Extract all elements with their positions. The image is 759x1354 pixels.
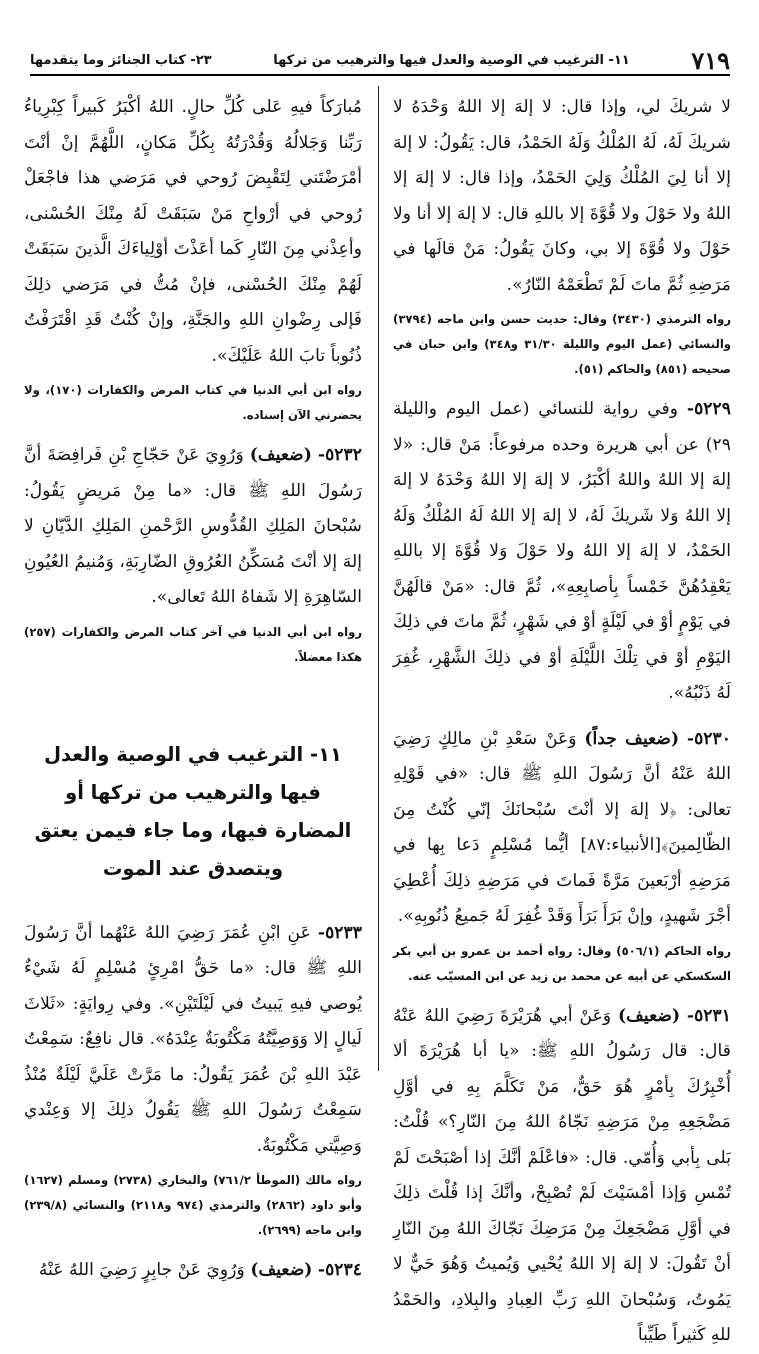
hadith-grade: (ضعيف): [250, 1260, 313, 1280]
hadith-5230: [393, 722, 731, 935]
hadith-number: ٥٢٣١-: [686, 1005, 731, 1026]
hadith-number: ٥٢٣٢-: [317, 445, 362, 465]
hadith-continuation: لا شريكَ لي، وإذا قال: لا إلهَ إلا اللهُ وَحْدَهُ لا شريكَ لَهُ، لَهُ المُلْكُ وَلَهُ الحَمْدُ، قال: يَقُولُ: لا إلهَ إلا أنا لِيَ المُلْكُ وَلِيَ الحَمْدُ، وإذا قال: لا إلهَ إلا اللهُ ولا حَوْلَ ولا قُوَّةَ إلا باللهِ قال: لا إلهَ إلا أنا ولا حَوْلَ ولا قُوَّةَ إلا بي، وكانَ يَقُولُ: مَنْ قالَها في مَرَضِهِ ثُمَّ ماتَ لَمْ تَطْعَمْهُ النّارُ».: [393, 97, 731, 295]
hadith-grade: (ضعيف): [249, 445, 312, 465]
hadith-text: وَرُوِيَ عَنْ حَجّاجِ بْنِ فَرافِصَةَ أنَّ رَسُولَ اللهِ ﷺ قال: «ما مِنْ مَريضٍ يَقُولُ: سُبْحانَ المَلِكِ القُدُّوسِ الرَّحْمنِ المَلِكِ الدَّيّانِ لا إلهَ إلا أنْتَ مُسَكِّنُ العُرُوقِ الضّارِبَةِ، وَمُنيمُ العُيُونِ السّاهِرَةِ إلا شَفاهُ اللهُ تَعالى».: [24, 445, 362, 607]
hadith-text: عَنِ ابْنِ عُمَرَ رَضِيَ اللهُ عَنْهُما أنَّ رَسُولَ اللهِ ﷺ قال: «ما حَقُّ امْرِئٍ مُسْلِمٍ لَهُ شَيْءٌ يُوصي فيهِ يَبيتُ في لَيْلَتَيْنِ». وفي رِوايَةٍ: «ثَلاثَ لَيالٍ إلا وَوَصِيَّتُهُ مَكْتُوبَةٌ عِنْدَهُ». قال نافِعٌ: سَمِعْتُ عَبْدَ اللهِ بْنَ عُمَرَ يَقُولُ: ما مَرَّتْ عَلَيَّ لَيْلَةٌ مُنْذُ سَمِعْتُ رَسُولَ اللهِ ﷺ يَقُولُ ذلِكَ إلا وَعِنْدي وَصِيَّتي مَكْتُوبَةٌ.: [24, 922, 362, 1156]
hadith-reference: رواه مالك (الموطأ ٧٦١/٢) والبخاري (٢٧٣٨) ومسلم (١٦٢٧) وأبو داود (٢٨٦٢) والترمذي (٩٧٤ و٢١١٨) والنسائي (٢٣٩/٨) وابن ماجه (٢٦٩٩).: [24, 1173, 362, 1237]
hadith-reference: رواه الحاكم (٥٠٦/١) وقال: رواه أحمد بن عمرو بن أبي بكر السكسكي عن أبيه عن محمد بن زيد عن ابن المسيّب عنه.: [393, 943, 731, 983]
hadith-number: ٥٢٣٠-: [686, 728, 731, 749]
running-title-section: ١١- الترغيب في الوصية والعدل فيها والترهيب من تركها: [273, 52, 630, 68]
hadith-continuation: مُبارَكاً فيهِ عَلى كُلِّ حالٍ. اللهُ أكْبَرُ كَبيراً كِبْرِياءُ رَبِّنا وَجَلالُهُ وَقُدْرَتُهُ بِكُلِّ مَكانٍ، اللَّهُمَّ إنْ أنْتَ أمْرَضْتَني لِتَقْبِضَ رُوحي في مَرَضي هذا فاجْعَلْ رُوحي في أرْواحِ مَنْ سَبَقَتْ لَهُ مِنْكَ الحُسْنى، وأعِذْني مِنَ النّارِ كَما أعَذْتَ أوْلِياءَكَ الَّذينَ سَبَقَتْ لَهُمْ مِنْكَ الحُسْنى، فإنْ مُتُّ في مَرَضي ذلِكَ فَإلى رِضْوانِ اللهِ والجَنَّةِ، وإنْ كُنْتُ قَدِ اقْتَرَفْتُ ذُنُوباً تابَ اللهُ عَلَيْكَ».: [24, 97, 362, 366]
right-column: [393, 90, 731, 1354]
page-number: ٧١٩: [691, 45, 730, 75]
hadith-number: ٥٢٣٤-: [317, 1260, 362, 1280]
running-title-book: ٢٣- كتاب الجنائز وما يتقدمها: [30, 52, 212, 68]
hadith-text: وفي رواية للنسائي (عمل اليوم والليلة ٢٩) عن أبي هريرة وحده مرفوعاً: مَنْ قال: «لا إلهَ إلا اللهُ واللهُ أكْبَرُ، لا إلهَ إلا اللهُ وَحْدَهُ لا إلهَ إلا اللهُ وَلا شَريكَ لَهُ، لا إلهَ إلا اللهُ لَهُ المُلْكُ وَلَهُ الحَمْدُ، لا إلهَ إلا اللهُ ولا حَوْلَ وَلا قُوَّةَ إلا باللهِ يَعْقِدُهُنَّ خَمْساً بِأصابِعِهِ»، ثُمَّ قال: «مَنْ قالَهُنَّ في يَوْمٍ أوْ في لَيْلَةٍ أوْ في شَهْرٍ، ثُمَّ ماتَ في ذلِكَ اليَوْمِ أوْ في تِلْكَ اللَّيْلَةِ أوْ في ذلِكَ الشَّهْرِ، غُفِرَ لَهُ ذَنْبُهُ».: [393, 399, 731, 703]
hadith-5229: [393, 392, 731, 712]
hadith-5234: [24, 1253, 362, 1289]
hadith-grade: (ضعيف جداً): [584, 728, 680, 749]
hadith-5231: [393, 999, 731, 1354]
hadith-5233: [24, 916, 362, 1165]
hadith-number: ٥٢٣٣-: [317, 922, 362, 943]
hadith-text: وَعَنْ أبي هُرَيْرَةَ رَضِيَ اللهُ عَنْهُ قال: قال رَسُولُ اللهِ ﷺ: «يا أبا هُرَيْرَةَ ألا أُخْبِرُكَ بِأمْرٍ هُوَ حَقٌّ، مَنْ تَكَلَّمَ بِهِ في أوَّلِ مَضْجَعِهِ مِنْ مَرَضِهِ نَجّاهُ اللهُ مِنَ النّارِ؟» قُلْتُ: بَلى بِأبي وَأُمّي. قال: «فاعْلَمْ أنَّكَ إذا أصْبَحْتَ لَمْ تُمْسِ وَإذا أمْسَيْتَ لَمْ تُصْبِحْ، وأنَّكَ إذا قُلْتَ ذلِكَ في أوَّلِ مَضْجَعِكَ مِنْ مَرَضِكَ نَجّاكَ اللهُ مِنَ النّارِ أنْ تَقُولَ: لا إلهَ إلا اللهُ يُحْيي وَيُميتُ وَهُوَ حَيٌّ لا يَمُوتُ، وَسُبْحانَ اللهِ رَبِّ العِبادِ والبِلادِ، والحَمْدُ للهِ كَثيراً طَيِّباً: [393, 1005, 731, 1345]
left-column: [24, 90, 362, 1289]
hadith-text: وَرُوِيَ عَنْ جابِرٍ رَضِيَ اللهُ عَنْهُ: [38, 1260, 245, 1280]
hadith-reference: رواه ابن أبي الدنيا في آخر كتاب المرض والكفارات (٢٥٧) هكذا معضلاً.: [24, 624, 362, 664]
hadith-number: ٥٢٢٩-: [686, 399, 731, 419]
column-divider: [378, 86, 379, 1071]
chapter-title: ١١- الترغيب في الوصية والعدل فيها والترهيب من تركها أو المضارة فيها، وما جاء فيمن يعتق ويتصدق عند الموت: [34, 742, 352, 880]
hadith-reference: رواه الترمذي (٣٤٣٠) وقال: حديث حسن وابن ماجه (٣٧٩٤) والنسائي (عمل اليوم والليلة ٣١/٣٠ و٣٤٨) وابن حبان في صحيحه (٨٥١) والحاكم (٥١).: [393, 312, 731, 376]
page-header: [30, 46, 730, 76]
hadith-5232: [24, 438, 362, 616]
hadith-text: وَعَنْ سَعْدِ بْنِ مالِكٍ رَضِيَ اللهُ عَنْهُ أنَّ رَسُولَ اللهِ ﷺ قال: «في قَوْلِهِ تعالى: ﴿لا إلهَ إلا أنْتَ سُبْحانَكَ إنّي كُنْتُ مِنَ الظّالِمينَ﴾[الأنبياء:٨٧] أيُّما مُسْلِمٍ دَعا بِها في مَرَضِهِ أرْبَعينَ مَرَّةً فَماتَ في مَرَضِهِ ذلِكَ أُعْطِيَ أجْرَ شَهيدٍ، وإنْ بَرَأَ بَرَأَ وَقَدْ غُفِرَ لَهُ جَميعُ ذُنُوبِهِ».: [393, 728, 731, 926]
hadith-reference: رواه ابن أبي الدنيا في كتاب المرض والكفارات (١٧٠)، ولا يحضرني الآن إسناده.: [24, 383, 362, 422]
hadith-grade: (ضعيف): [617, 1005, 681, 1026]
